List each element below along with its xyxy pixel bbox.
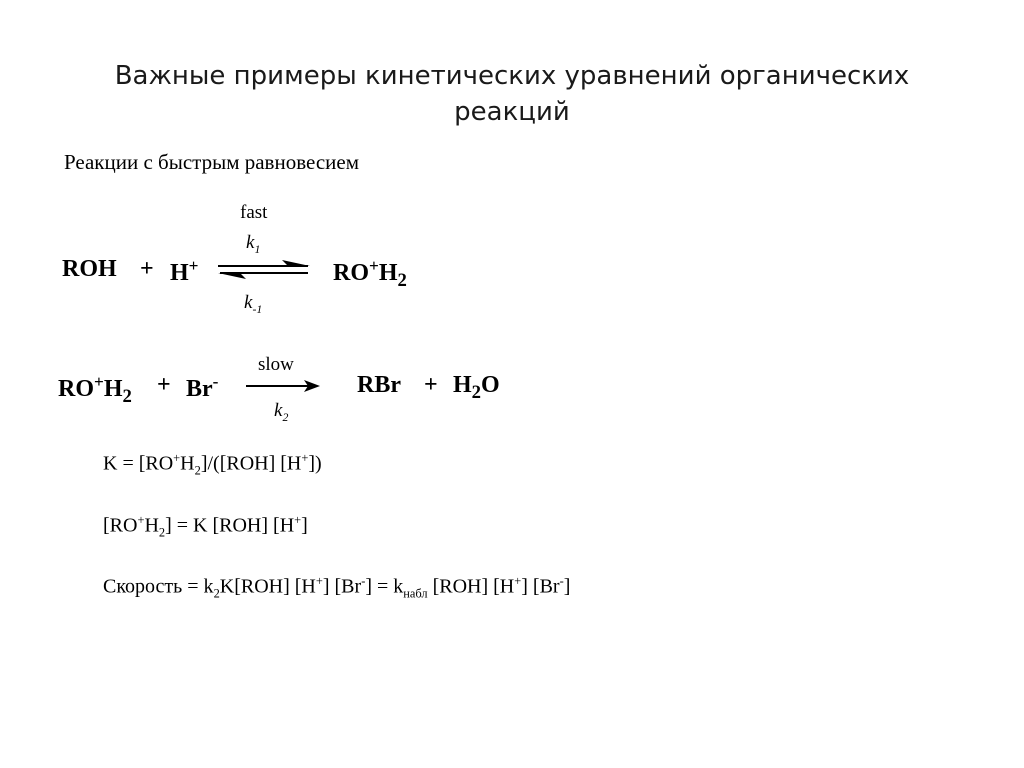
r2-label-slow: slow: [258, 354, 294, 375]
r2-product-h2o: $H_2O$: [453, 372, 500, 403]
equilibrium-arrow-icon: [214, 258, 314, 280]
r2-reactant-ro-h2: $RO^+H_2$: [58, 372, 132, 407]
r2-product-rbr: RBr: [357, 372, 401, 398]
equilibrium-constant-equation: $K = [RO^+H_2]/([ROH]$ [H+]): [103, 451, 322, 478]
r1-product-ro-h2: $RO^+H_2$: [333, 256, 407, 291]
r2-plus: +: [157, 372, 171, 398]
r1-reactant-h: H+: [170, 256, 199, 286]
forward-arrow-icon: [244, 379, 324, 393]
r1-label-fast: fast: [240, 202, 268, 223]
rate-equation: Скорость = $k_2K[ROH]$ [H+] $[Br^-] = k_{набл}$ [ROH] [H+] [Br-]: [103, 574, 571, 601]
r2-k2: $k_2$: [274, 400, 289, 424]
intermediate-concentration-equation: $[RO^+H_2] = K$ [ROH] [H+]: [103, 513, 308, 540]
r2-plus2: +: [424, 372, 438, 398]
slide-title: Важные примеры кинетических уравнений органических реакций: [114, 61, 910, 127]
r1-k-forward: $k_1$: [246, 232, 261, 256]
r1-k-reverse: $k_{-1}$: [244, 292, 263, 316]
r1-plus: +: [140, 256, 154, 282]
section-subtitle: Реакции с быстрым равновесием: [64, 150, 360, 174]
r1-reactant-roh: ROH: [62, 256, 117, 282]
r2-reactant-br: Br-: [186, 372, 219, 402]
